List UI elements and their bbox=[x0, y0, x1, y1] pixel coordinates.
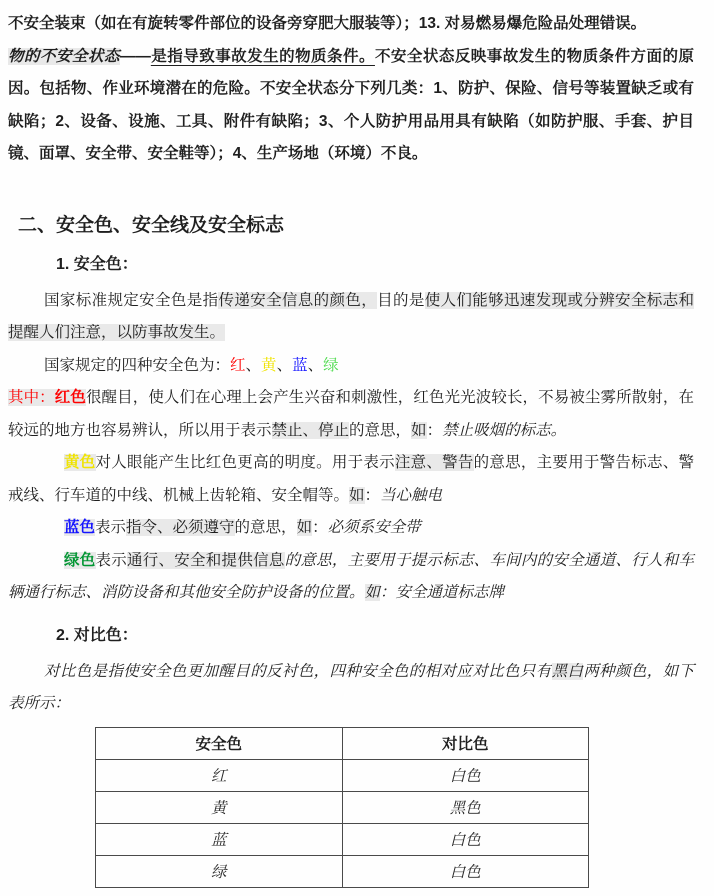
table-header-contrast-color: 对比色 bbox=[342, 727, 589, 759]
example-text: 安全通道标志牌 bbox=[395, 584, 505, 601]
separator: 、 bbox=[276, 356, 293, 374]
table-cell-safety-color: 红 bbox=[96, 759, 343, 791]
term-green-color: 绿色 bbox=[64, 551, 96, 569]
paragraph-unsafe-state bbox=[8, 41, 694, 171]
highlighted-text: 注意、警告 bbox=[394, 454, 474, 471]
table-cell-safety-color: 绿 bbox=[96, 855, 343, 887]
table-cell-contrast-color: 白色 bbox=[342, 759, 589, 791]
separator: 、 bbox=[307, 356, 324, 374]
paragraph-contrast-color bbox=[8, 656, 694, 721]
paragraph-text: 很醒目，使人们在心理上会产生兴奋和刺激性，红色光光波较长，不易被尘雾所散射，在较远的地方也容易辨认，所以用于表示 bbox=[8, 389, 694, 439]
paragraph-text: ： bbox=[312, 519, 328, 536]
sub-heading-safety-color: 1. 安全色： bbox=[56, 255, 138, 273]
highlighted-text: 通行、安全和提供信息 bbox=[127, 551, 285, 569]
paragraph-text: 的意思， bbox=[234, 519, 297, 536]
table-row bbox=[96, 855, 589, 887]
example-text: 必须系安全带 bbox=[327, 519, 421, 536]
separator: 、 bbox=[245, 356, 262, 374]
paragraph-text: 的意思， bbox=[349, 421, 412, 439]
highlighted-text: 传递安全信息的颜色， bbox=[218, 291, 378, 309]
paragraph-text: 表示 bbox=[95, 551, 128, 569]
paragraph-text: 国家规定的四种安全色为： bbox=[44, 356, 231, 374]
table-row bbox=[96, 823, 589, 855]
paragraph-text: 两种颜色，如下表所示： bbox=[8, 662, 694, 712]
term-blue-color: 蓝色 bbox=[64, 519, 96, 536]
paragraph-text: 不安全状态反映事故发生的物质条件方面的原因。包括物、作业环境潜在的危险。不安全状态分下列几类：1、防护、保险、信号等装置缺乏或有缺陷；2、设备、设施、工具、附件有缺陷；3、个人防护用品用具有缺陷（如防护服、手套、护目镜、面罩、安全带、安全鞋等）；4、生产场地（环境）不良。 bbox=[8, 47, 694, 162]
dash: —— bbox=[119, 47, 151, 65]
contrast-color-table bbox=[95, 727, 589, 888]
table-cell-contrast-color: 白色 bbox=[342, 855, 589, 887]
paragraph-four-colors bbox=[8, 350, 694, 383]
table-cell-safety-color: 黄 bbox=[96, 791, 343, 823]
paragraph-yellow-color bbox=[8, 447, 694, 512]
term-red-color: 红色 bbox=[54, 389, 86, 406]
label-among-them: 其中： bbox=[8, 389, 55, 406]
color-word-blue: 蓝 bbox=[292, 356, 308, 374]
table-cell-contrast-color: 黑色 bbox=[342, 791, 589, 823]
table-header-safety-color: 安全色 bbox=[96, 727, 343, 759]
highlighted-text: 指令、必须遵守 bbox=[126, 519, 235, 536]
highlighted-text: 禁止、停止 bbox=[271, 421, 350, 439]
table-header-row bbox=[96, 727, 589, 759]
paragraph-text: 国家标准规定安全色是指 bbox=[44, 291, 219, 309]
section-heading-safety-colors: 二、安全色、安全线及安全标志 bbox=[18, 214, 285, 236]
table-row bbox=[96, 791, 589, 823]
paragraph-unsafe-attire bbox=[8, 8, 694, 41]
table-row bbox=[96, 759, 589, 791]
sub-heading-contrast-color: 2. 对比色： bbox=[56, 626, 138, 644]
paragraph-text: 的意思，主要用于提示标志、车间内的安全通道、行人和车辆通行标志、消防设备和其他安全防护设备的位置。 bbox=[8, 551, 694, 601]
paragraph-text: ： bbox=[426, 421, 443, 439]
color-word-red: 红 bbox=[230, 356, 246, 374]
table-cell-safety-color: 蓝 bbox=[96, 823, 343, 855]
highlighted-text: 如 bbox=[411, 421, 427, 439]
paragraph-text: 的意思，主要用于警告标志、警戒线、行车道的中线、机械上齿轮箱、安全帽等。 bbox=[8, 454, 694, 504]
term-yellow-color: 黄色 bbox=[64, 454, 96, 471]
highlighted-text: 黑白 bbox=[551, 662, 584, 680]
example-text: 当心触电 bbox=[380, 486, 443, 504]
paragraph-text: 对比色是指使安全色更加醒目的反衬色，四种安全色的相对应对比色只有 bbox=[44, 662, 552, 680]
paragraph-red-color bbox=[8, 382, 694, 447]
table-cell-contrast-color: 白色 bbox=[342, 823, 589, 855]
highlighted-text: 如 bbox=[349, 486, 365, 504]
highlighted-text: 如 bbox=[296, 519, 313, 536]
paragraph-green-color bbox=[8, 545, 694, 610]
paragraph-text: 不安全装束（如在有旋转零件部位的设备旁穿肥大服装等）；13. 对易燃易爆危险品处理错误。 bbox=[8, 15, 647, 32]
example-text: 禁止吸烟的标志。 bbox=[442, 421, 567, 439]
highlighted-text: 如 bbox=[364, 584, 381, 601]
paragraph-text: 表示 bbox=[95, 519, 127, 536]
term-unsafe-state: 物的不安全状态 bbox=[8, 47, 120, 65]
paragraph-text: ： bbox=[364, 486, 381, 504]
paragraph-text: 对人眼能产生比红色更高的明度。用于表示 bbox=[95, 454, 395, 471]
highlighted-text: 使人们能够迅速发现或分辨安全标志和提醒人们注意，以防事故发生。 bbox=[8, 291, 694, 341]
paragraph-blue-color bbox=[8, 512, 694, 545]
definition-unsafe-state: 是指导致事故发生的物质条件。 bbox=[150, 47, 375, 65]
color-word-green: 绿 bbox=[323, 356, 339, 374]
paragraph-text: 目的是 bbox=[377, 291, 425, 309]
paragraph-safety-color-definition bbox=[8, 285, 694, 350]
color-word-yellow: 黄 bbox=[261, 356, 277, 374]
paragraph-text: ： bbox=[380, 584, 396, 601]
